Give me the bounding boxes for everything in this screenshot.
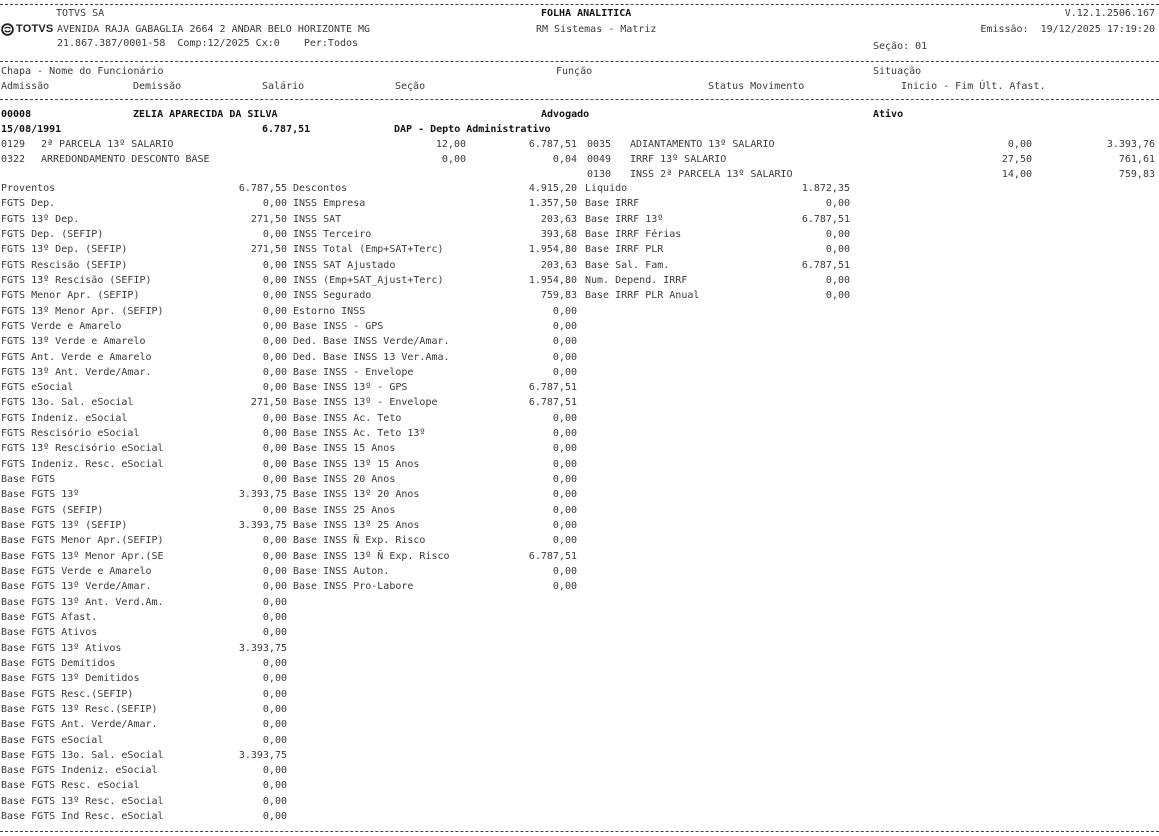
total-value: 6.787,51: [801, 259, 850, 271]
total-value: 203,63: [540, 213, 577, 225]
total-value: 0,00: [262, 811, 287, 823]
total-label: FGTS Indeniz. eSocial: [1, 412, 128, 424]
total-label: Base FGTS eSocial: [1, 734, 104, 746]
total-value: 0,00: [262, 596, 287, 608]
logo-text: TOTVS: [16, 23, 54, 35]
event-description: ARREDONDAMENTO DESCONTO BASE: [41, 154, 210, 166]
total-label: INSS Empresa: [293, 198, 366, 210]
total-label: FGTS 13º Dep. (SEFIP): [1, 244, 128, 256]
total-label: Base INSS - GPS: [293, 320, 384, 332]
total-value: 3.393,75: [238, 642, 287, 654]
report-title: FOLHA ANALITICA: [541, 8, 632, 19]
col-secao: Seção: [395, 81, 426, 92]
total-value: 0,00: [262, 795, 287, 807]
total-label: Base INSS Auton.: [293, 566, 390, 577]
total-value: 0,00: [262, 688, 287, 700]
total-value: 759,83: [540, 290, 577, 302]
total-label: INSS Terceiro: [293, 228, 372, 240]
total-label: Base FGTS 13º Verde/Amar.: [1, 581, 152, 593]
total-label: Proventos: [1, 183, 56, 194]
total-value: 0,00: [552, 351, 577, 363]
totvs-logo-icon: [1, 23, 14, 36]
total-label: FGTS 13º Dep.: [1, 213, 80, 225]
total-value: 0,00: [262, 673, 287, 685]
employee-situacao: Ativo: [873, 109, 904, 120]
total-label: Descontos: [293, 183, 348, 194]
total-value: 0,00: [262, 657, 287, 669]
total-value: 0,00: [262, 428, 287, 440]
total-label: Base INSS Ñ Exp. Risco: [293, 535, 426, 547]
total-value: 0,00: [552, 320, 577, 332]
total-label: Base INSS Ac. Teto: [293, 412, 402, 424]
event-reference: 0,00: [1007, 139, 1032, 150]
total-label: FGTS 13º Rescisão (SEFIP): [1, 274, 152, 286]
total-label: Base FGTS 13º Resc. eSocial: [1, 795, 164, 807]
event-value: 0,04: [552, 154, 577, 166]
company-address: AVENIDA RAJA GABAGLIA 2664 2 ANDAR BELO HORIZONTE MG: [57, 24, 371, 35]
total-value: 0,00: [552, 428, 577, 440]
total-value: 0,00: [262, 305, 287, 317]
total-label: FGTS Indeniz. Resc. eSocial: [1, 458, 164, 470]
total-label: Base FGTS Verde e Amarelo: [1, 566, 152, 577]
total-label: Base INSS 13º Ñ Exp. Risco: [293, 550, 450, 562]
col-inicio-fim: Inicio - Fim Últ. Afast.: [901, 81, 1046, 92]
total-value: 0,00: [262, 458, 287, 470]
total-label: FGTS 13º Verde e Amarelo: [1, 336, 146, 348]
total-label: Base INSS 15 Anos: [293, 443, 396, 455]
total-label: FGTS Rescisório eSocial: [1, 428, 140, 440]
total-value: 1.872,35: [801, 183, 850, 194]
total-label: Base INSS 25 Anos: [293, 504, 396, 516]
total-value: 0,00: [262, 336, 287, 348]
total-label: Base INSS 20 Anos: [293, 474, 396, 486]
total-value: 0,00: [552, 412, 577, 424]
event-description: ADIANTAMENTO 13º SALARIO: [630, 139, 775, 150]
total-value: 4.915,20: [528, 183, 577, 194]
total-label: Base IRRF Férias: [585, 228, 682, 240]
total-label: Base IRRF PLR Anual: [585, 290, 700, 302]
event-reference: 14,00: [1001, 169, 1032, 181]
col-demissao: Demissão: [133, 81, 182, 92]
total-label: FGTS Ant. Verde e Amarelo: [1, 351, 152, 363]
total-value: 3.393,75: [238, 520, 287, 532]
total-value: 271,50: [250, 244, 287, 256]
col-salario: Salário: [262, 81, 305, 92]
total-label: Base FGTS 13o. Sal. eSocial: [1, 749, 164, 761]
total-value: 0,00: [262, 566, 287, 577]
event-code: 0129: [1, 139, 26, 150]
total-value: 0,00: [262, 382, 287, 394]
event-value: 6.787,51: [528, 139, 577, 150]
system-name: RM Sistemas - Matriz: [536, 24, 657, 35]
total-value: 0,00: [552, 366, 577, 378]
total-value: 0,00: [262, 474, 287, 486]
total-value: 0,00: [552, 489, 577, 501]
total-value: 0,00: [262, 535, 287, 547]
total-label: FGTS eSocial: [1, 382, 74, 394]
total-value: 0,00: [262, 550, 287, 562]
total-value: 0,00: [262, 734, 287, 746]
event-reference: 27,50: [1001, 154, 1032, 166]
total-value: 0,00: [262, 504, 287, 516]
total-label: Base INSS 13º - GPS: [293, 382, 408, 394]
total-label: FGTS 13º Ant. Verde/Amar.: [1, 366, 152, 378]
employee-funcao: Advogado: [541, 109, 590, 120]
total-value: 6.787,55: [238, 183, 287, 194]
total-value: 0,00: [552, 336, 577, 348]
event-description: INSS 2ª PARCELA 13º SALARIO: [630, 169, 793, 181]
total-value: 0,00: [825, 228, 850, 240]
total-label: Base INSS - Envelope: [293, 366, 414, 378]
total-value: 271,50: [250, 397, 287, 409]
col-status-movimento: Status Movimento: [708, 81, 805, 92]
total-value: 0,00: [262, 443, 287, 455]
total-value: 0,00: [262, 290, 287, 302]
total-label: Base INSS Ac. Teto 13º: [293, 428, 426, 440]
total-value: 6.787,51: [801, 213, 850, 225]
col-admissao: Admissão: [1, 81, 50, 92]
total-value: 3.393,75: [238, 489, 287, 501]
total-label: Ded. Base INSS 13 Ver.Ama.: [293, 351, 450, 363]
total-label: Base IRRF 13º: [585, 213, 664, 225]
total-value: 0,00: [262, 780, 287, 792]
total-label: Base FGTS 13º Resc.(SEFIP): [1, 703, 158, 715]
total-label: Base Sal. Fam.: [585, 259, 670, 271]
total-label: Base INSS Pro-Labore: [293, 581, 414, 593]
total-label: Base FGTS 13º: [1, 489, 80, 501]
total-label: Base FGTS Menor Apr.(SEFIP): [1, 535, 164, 547]
total-value: 1.954,80: [528, 274, 577, 286]
total-value: 0,00: [262, 719, 287, 731]
columns-rule: [0, 99, 1159, 100]
total-value: 0,00: [825, 274, 850, 286]
total-value: 1.954,80: [528, 244, 577, 256]
total-value: 0,00: [262, 366, 287, 378]
total-label: Base INSS 13º 15 Anos: [293, 458, 420, 470]
total-value: 0,00: [262, 412, 287, 424]
employee-admissao: 15/08/1991: [1, 124, 62, 135]
total-value: 271,50: [250, 213, 287, 225]
total-value: 0,00: [552, 581, 577, 593]
total-label: FGTS 13º Rescisório eSocial: [1, 443, 164, 455]
total-value: 0,00: [552, 443, 577, 455]
total-label: Base FGTS 13º Menor Apr.(SE: [1, 550, 164, 562]
total-value: 0,00: [262, 198, 287, 210]
event-code: 0035: [587, 139, 612, 150]
event-description: 2ª PARCELA 13º SALARIO: [41, 139, 174, 150]
total-label: Base INSS 13º 25 Anos: [293, 520, 420, 532]
total-value: 0,00: [825, 198, 850, 210]
total-label: Estorno INSS: [293, 305, 366, 317]
employee-salario: 6.787,51: [262, 124, 311, 135]
total-label: INSS (Emp+SAT_Ajust+Terc): [293, 274, 444, 286]
total-label: Num. Depend. IRRF: [585, 274, 688, 286]
total-label: Base FGTS Ind Resc. eSocial: [1, 811, 164, 823]
event-reference: 12,00: [435, 139, 466, 150]
total-value: 0,00: [262, 320, 287, 332]
total-label: FGTS 13o. Sal. eSocial: [1, 397, 134, 409]
total-label: FGTS Rescisão (SEFIP): [1, 259, 128, 271]
total-value: 0,00: [262, 765, 287, 777]
employee-name: ZELIA APARECIDA DA SILVA: [133, 109, 278, 120]
emission-datetime: Emissão: 19/12/2025 17:19:20: [980, 24, 1155, 35]
total-value: 393,68: [540, 228, 577, 240]
total-label: INSS Segurado: [293, 290, 372, 302]
total-label: Base FGTS 13º Demitidos: [1, 673, 140, 685]
total-label: Base FGTS Ant. Verde/Amar.: [1, 719, 158, 731]
total-label: FGTS Verde e Amarelo: [1, 320, 122, 332]
total-label: Base INSS 13º 20 Anos: [293, 489, 420, 501]
event-description: IRRF 13º SALARIO: [630, 154, 727, 166]
total-value: 0,00: [552, 535, 577, 547]
company-cnpj: 21.867.387/0001-58 Comp:12/2025 Cx:0 Per:Todos: [57, 38, 359, 49]
total-label: Base FGTS Demitidos: [1, 657, 116, 669]
total-label: Base FGTS: [1, 474, 56, 486]
company-name: TOTVS SA: [56, 8, 105, 19]
total-label: INSS Total (Emp+SAT+Terc): [293, 244, 444, 256]
total-value: 0,00: [262, 581, 287, 593]
total-label: Base FGTS Resc. eSocial: [1, 780, 140, 792]
report-version: V.12.1.2506.167: [1064, 8, 1155, 19]
total-label: Base FGTS Afast.: [1, 611, 98, 623]
total-value: 0,00: [552, 520, 577, 532]
event-reference: 0,00: [441, 154, 466, 166]
total-value: 0,00: [552, 305, 577, 317]
total-value: 0,00: [262, 351, 287, 363]
total-value: 0,00: [262, 228, 287, 240]
total-label: FGTS Dep.: [1, 198, 56, 210]
total-label: Liquido: [585, 183, 628, 194]
total-value: 1.357,50: [528, 198, 577, 210]
total-label: Base FGTS Ativos: [1, 627, 98, 639]
total-value: 0,00: [262, 703, 287, 715]
total-value: 0,00: [825, 244, 850, 256]
total-value: 0,00: [552, 566, 577, 577]
total-label: FGTS Menor Apr. (SEFIP): [1, 290, 140, 302]
event-value: 759,83: [1118, 169, 1155, 181]
total-label: Base FGTS Resc.(SEFIP): [1, 688, 134, 700]
total-value: 0,00: [552, 504, 577, 516]
total-value: 6.787,51: [528, 397, 577, 409]
total-value: 6.787,51: [528, 550, 577, 562]
total-label: FGTS 13º Menor Apr. (SEFIP): [1, 305, 164, 317]
header-rule: [0, 61, 1159, 62]
col-situacao: Situação: [873, 66, 922, 77]
col-funcao: Função: [556, 66, 593, 77]
total-label: FGTS Dep. (SEFIP): [1, 228, 104, 240]
total-value: 0,00: [262, 627, 287, 639]
bottom-rule: [0, 831, 1159, 832]
totvs-logo: [1, 22, 53, 36]
total-label: Base IRRF: [585, 198, 640, 210]
total-label: Base IRRF PLR: [585, 244, 664, 256]
section-number: Seção: 01: [873, 41, 928, 52]
col-chapa-nome: Chapa - Nome do Funcionário: [1, 66, 164, 77]
employee-chapa: 00008: [1, 109, 32, 120]
total-value: 0,00: [262, 611, 287, 623]
total-value: 0,00: [262, 274, 287, 286]
total-label: INSS SAT Ajustado: [293, 259, 396, 271]
total-label: INSS SAT: [293, 213, 342, 225]
total-label: Base FGTS (SEFIP): [1, 504, 104, 516]
event-value: 761,61: [1118, 154, 1155, 166]
top-rule: [0, 4, 1159, 5]
event-code: 0322: [1, 154, 26, 166]
total-label: Base FGTS 13º Ativos: [1, 642, 122, 654]
event-value: 3.393,76: [1106, 139, 1155, 150]
total-value: 3.393,75: [238, 749, 287, 761]
event-code: 0049: [587, 154, 612, 166]
total-label: Base FGTS 13º (SEFIP): [1, 520, 128, 532]
total-label: Ded. Base INSS Verde/Amar.: [293, 336, 450, 348]
total-value: 6.787,51: [528, 382, 577, 394]
total-label: Base FGTS Indeniz. eSocial: [1, 765, 158, 777]
total-label: Base INSS 13º - Envelope: [293, 397, 438, 409]
total-value: 0,00: [552, 474, 577, 486]
total-label: Base FGTS 13º Ant. Verd.Am.: [1, 596, 164, 608]
total-value: 203,63: [540, 259, 577, 271]
employee-secao: DAP - Depto Administrativo: [394, 124, 551, 135]
total-value: 0,00: [262, 259, 287, 271]
total-value: 0,00: [552, 458, 577, 470]
event-code: 0130: [587, 169, 612, 181]
total-value: 0,00: [825, 290, 850, 302]
